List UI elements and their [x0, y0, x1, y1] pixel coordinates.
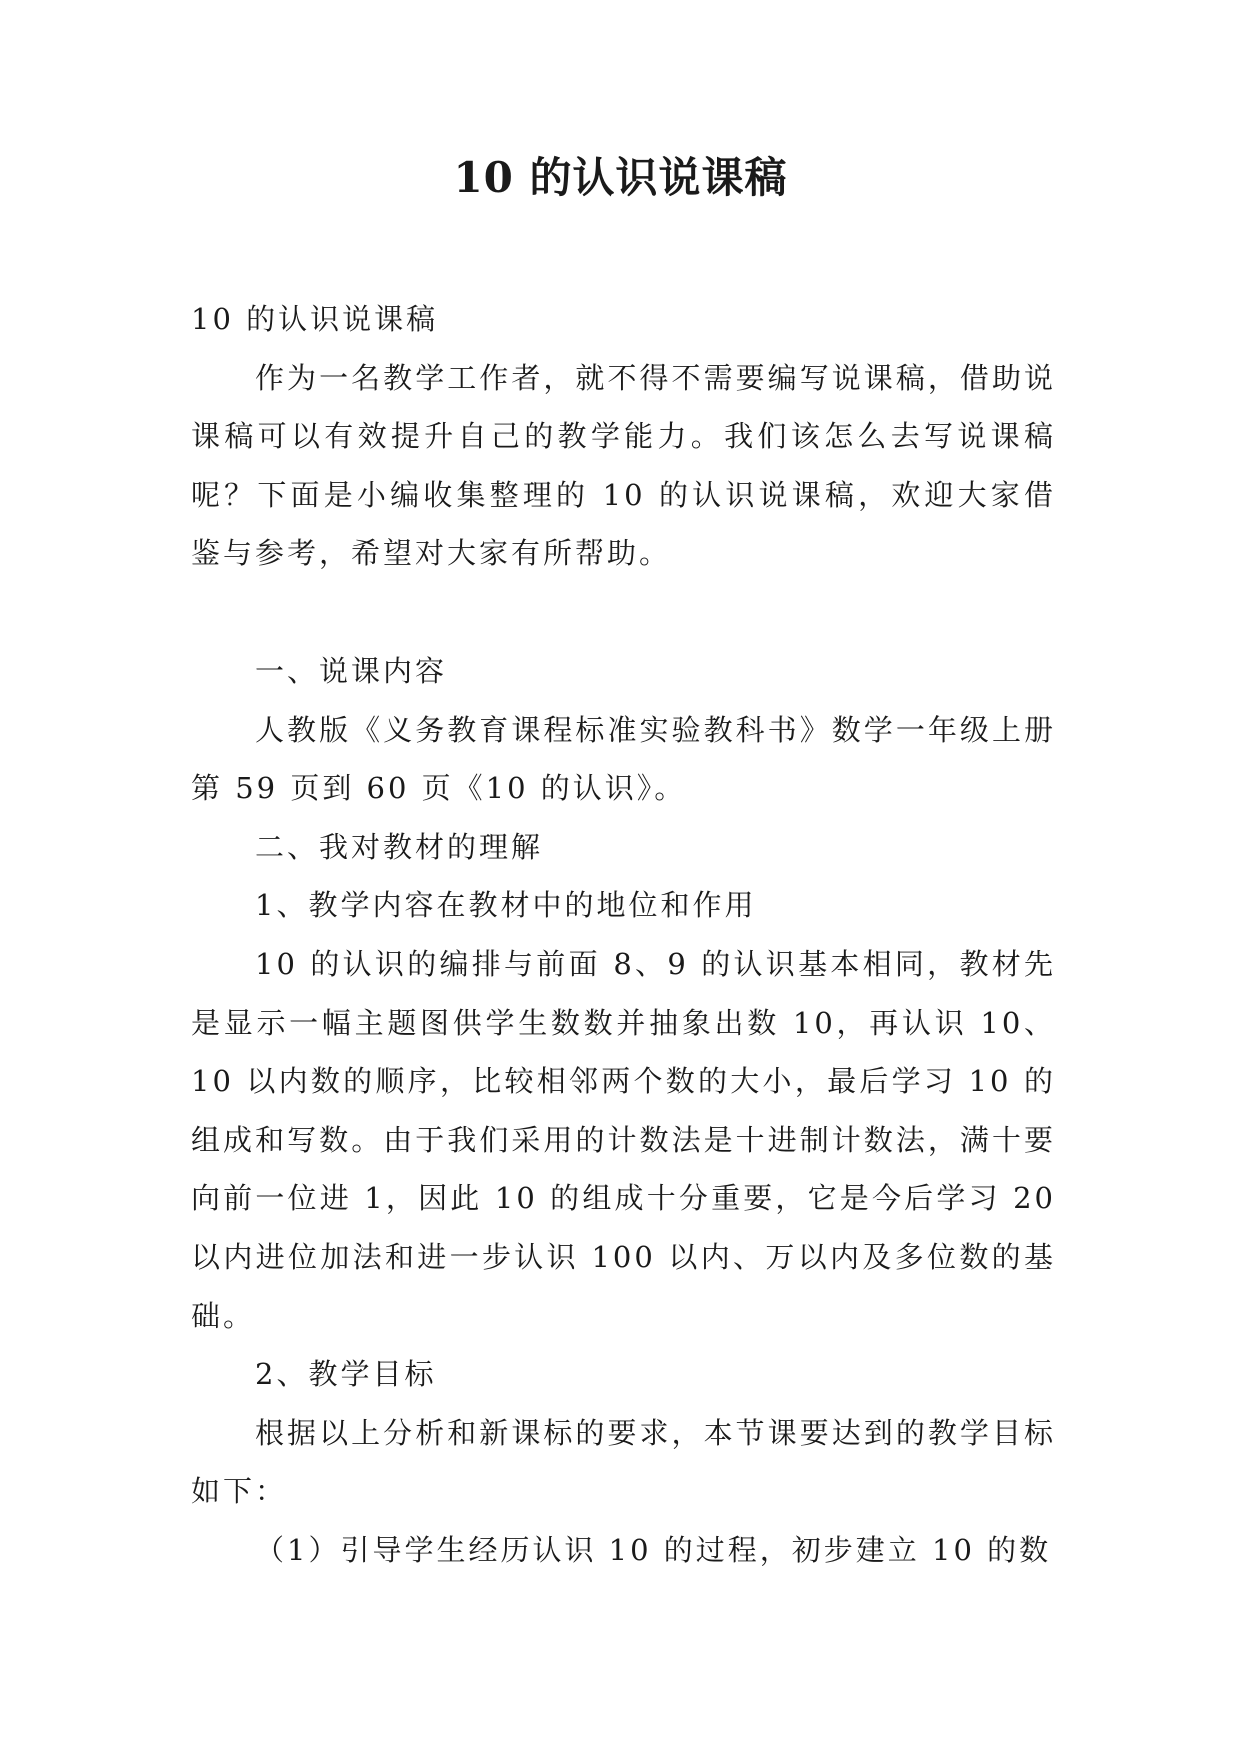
content-paragraph: 人教版《义务教育课程标准实验教科书》数学一年级上册第 59 页到 60 页《10 的认识》。 — [191, 712, 1056, 806]
goal-item-1: （1）引导学生经历认识 10 的过程，初步建立 10 的数 — [255, 1532, 1052, 1567]
paragraph-gap — [191, 583, 1056, 642]
section-heading-content: 一、说课内容 — [255, 653, 448, 688]
section-heading-understanding: 二、我对教材的理解 — [255, 829, 544, 864]
subheading-goals: 2、教学目标 — [255, 1357, 437, 1392]
subheading-role: 1、教学内容在教材中的地位和作用 — [255, 888, 757, 923]
goals-paragraph: 根据以上分析和新课标的要求，本节课要达到的教学目标如下： — [191, 1415, 1056, 1509]
intro-heading: 10 的认识说课稿 — [191, 302, 439, 336]
role-paragraph: 10 的认识的编排与前面 8、9 的认识基本相同，教材先是显示一幅主题图供学生数数并抽象出数 10，再认识 10、10 以内数的顺序，比较相邻两个数的大小，最后学习 10 的组成和写数。由于我们采用的计数法是十进制计数法，满十要向前一位进 1，因此 10 的组成十分重要，它是今后学习 20 以内进位加法和进一步认识 100 以内、万以内及多位数的基础。 — [191, 946, 1056, 1333]
document-body — [191, 290, 1056, 1579]
intro-paragraph: 作为一名教学工作者，就不得不需要编写说课稿，借助说课稿可以有效提升自己的教学能力。我们该怎么去写说课稿呢？下面是小编收集整理的 10 的认识说课稿，欢迎大家借鉴与参考，希望对大家有所帮助。 — [191, 360, 1056, 571]
document-title: 10 的认识说课稿 — [453, 153, 788, 202]
